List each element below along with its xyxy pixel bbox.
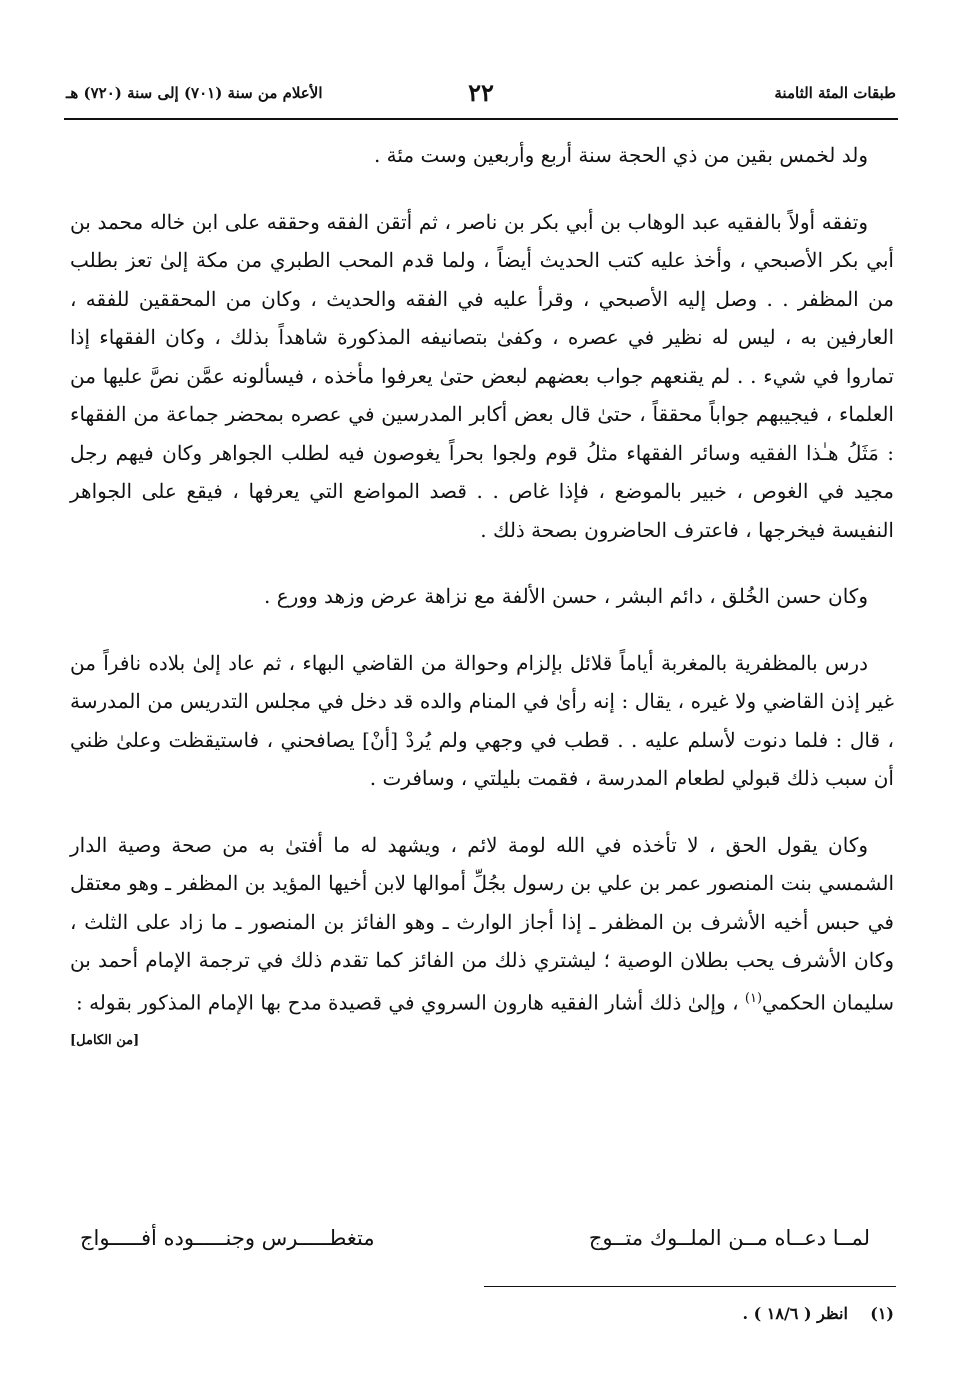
paragraph-5-main: وكان يقول الحق ، لا تأخذه في الله لومة لائم ، ويشهد له ما أفتىٰ به من صحة وصية الدار الشمسي بنت المنصور عمر بن علي بن رسول بجُلِّ أموالها لابن أخيها المؤيد بن المظفر ـ وهو معتقل في حبس أخيه الأشرف بن المظفر ـ إذا أجاز الوارث ـ وهو الفائز بن المنصور ـ ما زاد على الثلث ، وكان الأشرف يحب بطلان الوصية ؛ ليشتري ذلك من الفائز كما تقدم ذلك في ترجمة الإمام أحمد بن سليمان الحكمي: [70, 832, 894, 1015]
main-text: [70, 136, 894, 1060]
section-range: الأعلام من سنة (٧٠١) إلى سنة (٧٢٠) هـ: [66, 84, 323, 102]
paragraph-2: وتفقه أولاً بالفقيه عبد الوهاب بن أبي بكر بن ناصر ، ثم أتقن الفقه وحققه على ابن خاله محمد بن أبي بكر الأصبحي ، وأخذ عليه كتب الحديث أيضاً ، ولما قدم المحب الطبري من مكة إلىٰ تعز بطلب من المظفر . . وصل إليه الأصبحي ، وقرأ عليه في الفقه والحديث ، وكان من المحققين للفقه ، العارفين به ، ليس له نظير في عصره ، وكفىٰ بتصانيفه المذكورة شاهداً بذلك ، وكان الفقهاء إذا تماروا في شيء . . لم يقنعهم جواب بعضهم لبعض حتىٰ يعرفوا مأخذه ، فيسألونه عمَّن نصَّ عليها من العلماء ، فيجيبهم جواباً محققاً ، حتىٰ قال بعض أكابر المدرسين في عصره بمحضر جماعة من الفقهاء : مَثَلُ هـٰذا الفقيه وسائر الفقهاء مثلُ قوم ولجوا بحراً يغوصون فيه لطلب الجواهر وكان فيهم رجل مجيد في الغوص ، خبير بالموضع ، فإذا غاص . . قصد المواضع التي يعرفها ، فيقع على الجواهر النفيسة فيخرجها ، فاعترف الحاضرون بصحة ذلك .: [70, 209, 894, 542]
footnote-text: انظر ( ١٨/٦ ) .: [742, 1304, 848, 1323]
paragraph-5: [70, 826, 894, 1048]
paragraph-4: درس بالمظفرية بالمغربة أياماً قلائل بإلزام وحوالة من القاضي البهاء ، ثم عاد إلىٰ بلاده نافراً من غير إذن القاضي ولا غيره ، يقال : إنه رأىٰ في المنام والده قد دخل في مجلس التدريس من المدرسة ، قال : فلما دنوت لأسلم عليه . . قطب في وجهي ولم يُردْ [أنْ] يصافحني ، فاستيقظت وعلىٰ ظني أن سبب ذلك قبولي لطعام المدرسة ، فقمت بليلتي ، وسافرت .: [70, 650, 894, 790]
verse-hemistich-first: لمــا دعــاه مــن الملــوك متــوج: [588, 1226, 870, 1250]
paragraph-5-tail: ، وإلىٰ ذلك أشار الفقيه هارون السروي في قصيدة مدح بها الإمام المذكور بقوله :: [75, 990, 745, 1015]
footnote-divider: [484, 1286, 896, 1287]
running-header: [66, 76, 896, 116]
footnote: [742, 1304, 894, 1323]
book-title: طبقات المئة الثامنة: [774, 84, 896, 102]
footnote-number: (١): [870, 1304, 894, 1323]
meter-label: [من الكامل]: [70, 1032, 140, 1048]
paragraph-3: وكان حسن الخُلق ، دائم البشر ، حسن الألفة مع نزاهة عرض وزهد وورع .: [264, 584, 868, 608]
header-divider: [64, 118, 898, 120]
verse-hemistich-second: متغطـــــرس وجنـــــوده أفـــــواج: [80, 1226, 375, 1250]
paragraph-1: ولد لخمس بقين من ذي الحجة سنة أربع وأربعين وست مئة .: [373, 143, 868, 167]
footnote-marker: (١): [744, 990, 763, 1006]
page-number: ٢٢: [468, 78, 494, 107]
poetry-verse: [80, 1226, 870, 1266]
